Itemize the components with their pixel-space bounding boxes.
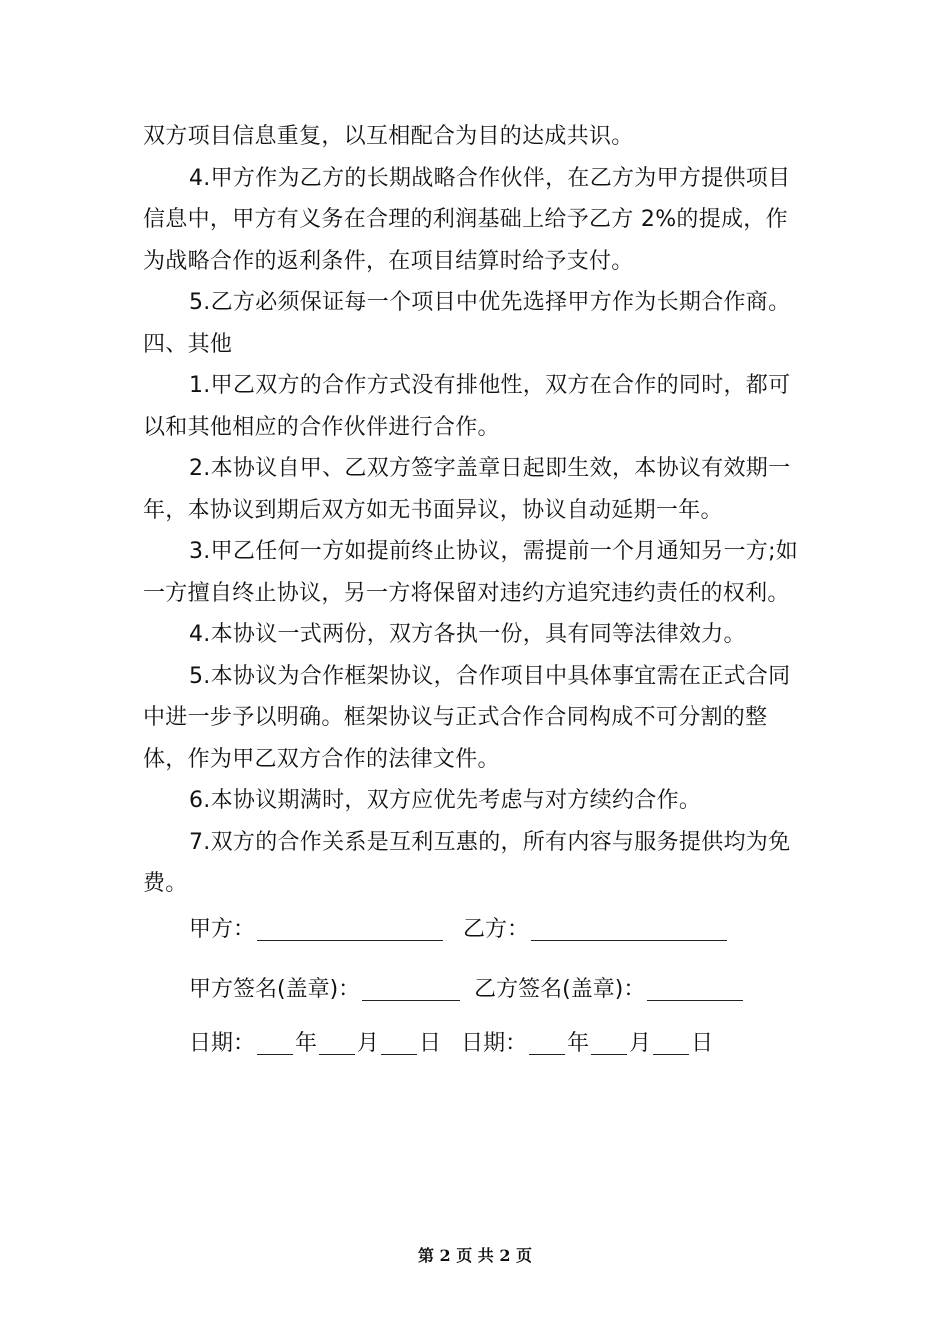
date-b-month-blank[interactable] — [591, 1032, 627, 1055]
date-a-day-blank[interactable] — [381, 1032, 417, 1055]
page-footer: 第 2 页 共 2 页 — [417, 1246, 533, 1265]
party-row — [189, 915, 729, 945]
party-b-sign-blank[interactable] — [647, 978, 743, 1001]
date-label-b: 日期： — [461, 1031, 528, 1056]
date-b-day-blank[interactable] — [653, 1032, 689, 1055]
date-a-day: 日 — [419, 1031, 442, 1056]
date-b-year: 年 — [567, 1031, 590, 1056]
party-a-blank[interactable] — [257, 918, 443, 941]
date-b-year-blank[interactable] — [529, 1032, 565, 1055]
clause-4-4: 4.本协议一式两份，双方各执一份，具有同等法律效力。 — [189, 622, 746, 647]
clause-4-2: 2.本协议自甲、乙双方签字盖章日起即生效，本协议有效期一年，本协议到期后双方如无书面异议，协议自动延期一年。 — [143, 456, 791, 523]
date-a-month: 月 — [357, 1031, 380, 1056]
date-b-day: 日 — [691, 1031, 714, 1056]
party-a-sign-blank[interactable] — [362, 978, 460, 1001]
date-b-month: 月 — [629, 1031, 652, 1056]
clause-3-4: 4.甲方作为乙方的长期战略合作伙伴，在乙方为甲方提供项目信息中，甲方有义务在合理的利润基础上给予乙方 2%的提成，作为战略合作的返利条件，在项目结算时给予支付。 — [143, 165, 791, 274]
party-b-blank[interactable] — [531, 918, 727, 941]
party-a-label: 甲方： — [189, 917, 256, 942]
party-b-sign-label: 乙方签名(盖章)： — [474, 977, 646, 1002]
clause-4-3: 3.甲乙任何一方如提前终止协议，需提前一个月通知另一方;如一方擅自终止协议，另一方将保留对违约方追究违约责任的权利。 — [143, 539, 799, 606]
date-row — [189, 1029, 713, 1059]
date-a-year-blank[interactable] — [257, 1032, 293, 1055]
clause-4-6: 6.本协议期满时，双方应优先考虑与对方续约合作。 — [189, 788, 702, 813]
party-b-label: 乙方： — [463, 917, 530, 942]
clause-3-5: 5.乙方必须保证每一个项目中优先选择甲方作为长期合作商。 — [189, 290, 791, 315]
date-a-month-blank[interactable] — [319, 1032, 355, 1055]
section-heading-other: 四、其他 — [143, 331, 233, 357]
clause-4-5: 5.本协议为合作框架协议，合作项目中具体事宜需在正式合同中进一步予以明确。框架协议与正式合作合同构成不可分割的整体，作为甲乙双方合作的法律文件。 — [143, 663, 791, 772]
signature-row — [189, 975, 745, 1005]
date-a-year: 年 — [295, 1031, 318, 1056]
party-a-sign-label: 甲方签名(盖章)： — [189, 977, 361, 1002]
clause-4-1: 1.甲乙双方的合作方式没有排他性，双方在合作的同时，都可以和其他相应的合作伙伴进行合作。 — [143, 373, 791, 440]
clause-4-7: 7.双方的合作关系是互利互惠的，所有内容与服务提供均为免费。 — [143, 829, 791, 896]
body-text — [143, 116, 808, 905]
date-label-a: 日期： — [189, 1031, 256, 1056]
paragraph-continuation: 双方项目信息重复，以互相配合为目的达成共识。 — [143, 124, 634, 149]
